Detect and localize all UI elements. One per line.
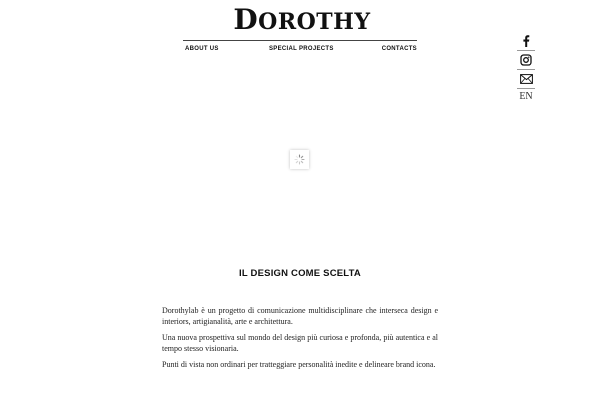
language-switch[interactable]: EN	[519, 91, 533, 102]
instagram-icon[interactable]	[516, 51, 536, 69]
nav-item-contacts[interactable]: CONTACTS	[381, 46, 417, 52]
main-nav	[183, 46, 417, 60]
facebook-icon[interactable]	[516, 32, 536, 50]
logo-rest: OROTHY	[258, 9, 371, 35]
section-heading: IL DESIGN COME SCELTA	[239, 268, 361, 279]
nav-item-special-projects[interactable]: SPECIAL PROJECTS	[269, 46, 334, 52]
loading-spinner-icon	[290, 150, 309, 169]
site-logo[interactable]	[233, 3, 371, 36]
social-divider	[517, 88, 535, 89]
intro-text	[162, 306, 438, 377]
social-sidebar	[516, 32, 536, 102]
logo-text	[233, 3, 371, 36]
mail-icon[interactable]	[516, 70, 536, 88]
nav-divider	[183, 40, 417, 41]
intro-paragraph: Punti di vista non ordinari per tratteggiare personalità inedite e delineare brand icona.	[162, 360, 436, 369]
nav-item-about-us[interactable]: ABOUT US	[185, 46, 219, 52]
intro-paragraph: Dorothylab è un progetto di comunicazione multidisciplinare che interseca design e interiors, artigianalità, arte e architettura.	[162, 306, 438, 326]
intro-paragraph: Una nuova prospettiva sul mondo del design più curiosa e profonda, più autentica e al tempo stesso visionaria.	[162, 333, 438, 353]
logo-initial: D	[233, 3, 259, 36]
